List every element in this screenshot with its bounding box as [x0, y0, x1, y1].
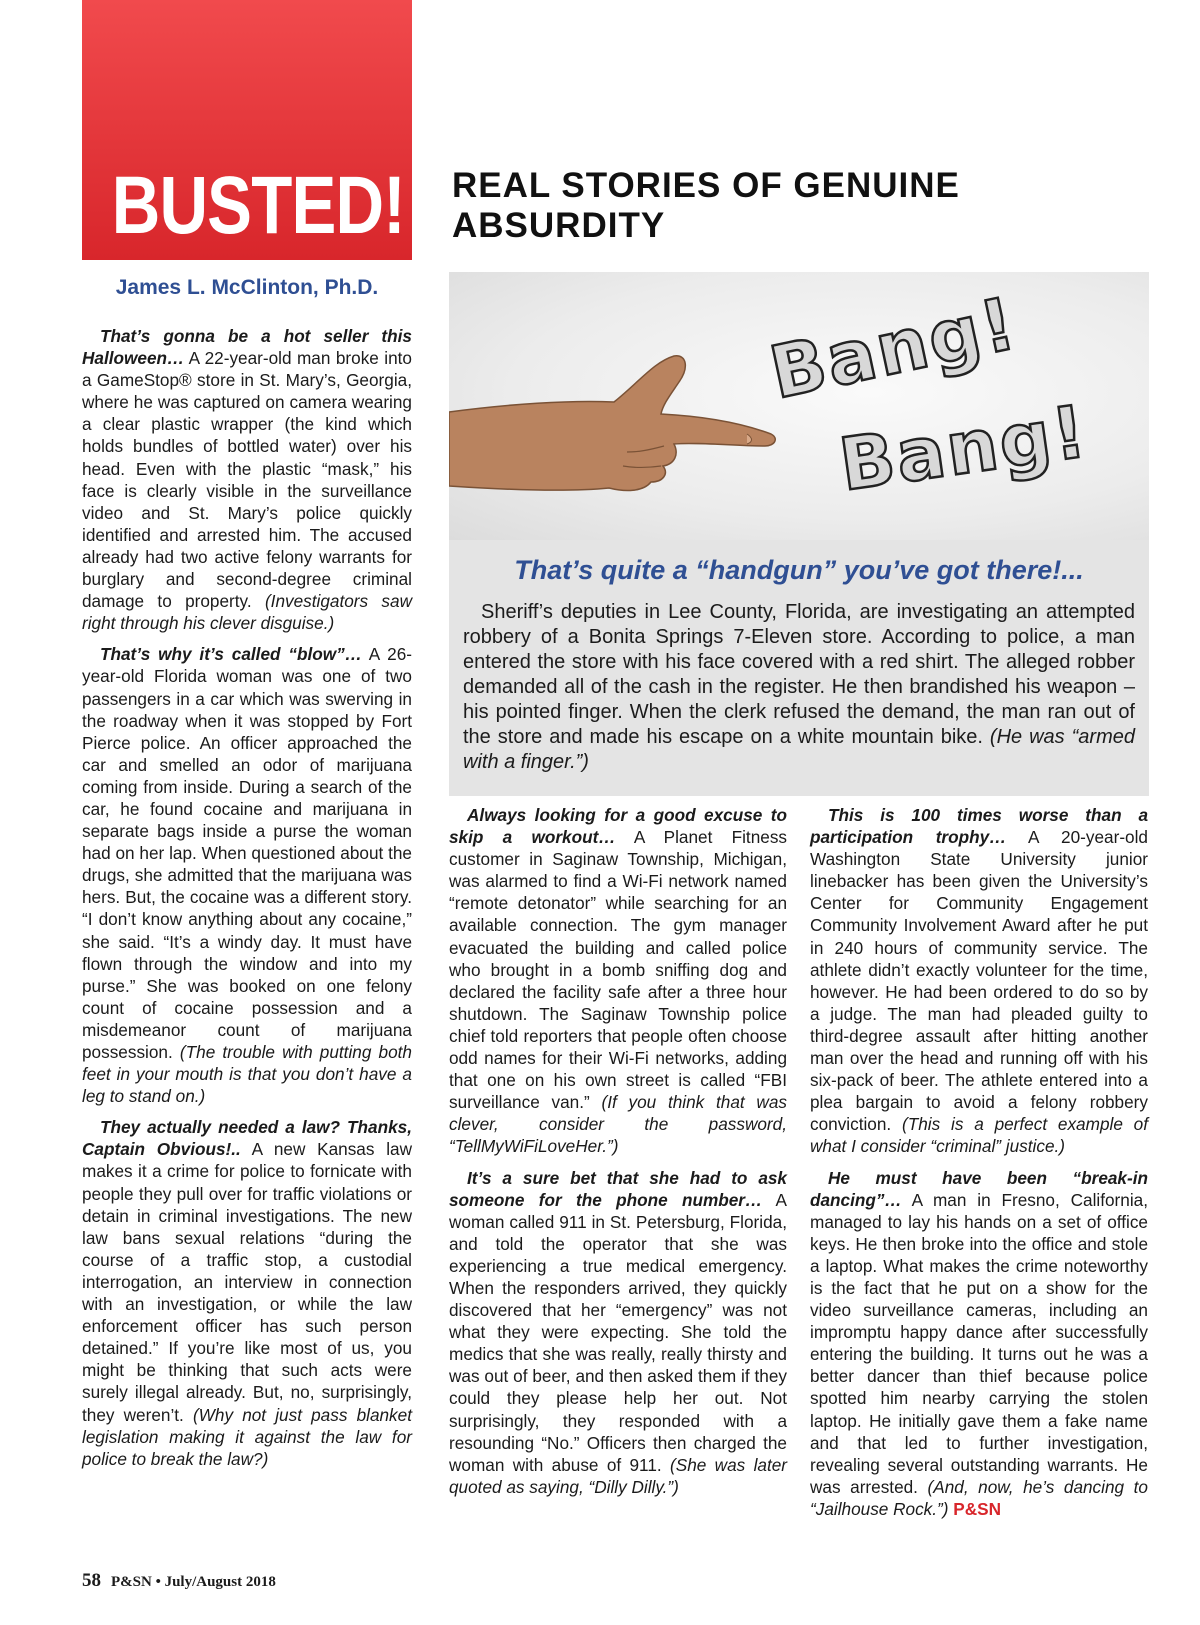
- page-footer: [82, 1570, 276, 1592]
- story-lead: That’s gonna be a hot seller this Halloween…: [82, 326, 412, 369]
- issue-label: P&SN • July/August 2018: [111, 1574, 276, 1590]
- story-quip: (Investigators saw right through his clever disguise.): [82, 591, 412, 634]
- author-byline: James L. McClinton, Ph.D.: [115, 276, 379, 299]
- feature-text: Sheriff’s deputies in Lee County, Florida, are investigating an attempted robbery of a Bonita Springs 7-Eleven store. According to police, a man entered the store with his face covered with a red shirt. The alleged robber demanded all of the cash in the register. He then brandished his weapon – his pointed finger. When the clerk refused the demand, the man ran out of the store and made his escape on a white mountain bike.: [463, 601, 1135, 748]
- story-paragraph: [82, 1116, 412, 1470]
- story-quip: (If you think that was clever, consider the password, “TellMyWiFiLoveHer.”): [449, 1092, 787, 1157]
- story-body: A 26-year-old Florida woman was one of two passengers in a car which was swerving in the roadway when it was stopped by Fort Pierce police. An officer approached the car and smelled an odor of marijuana coming from inside. During a search of the car, he found cocaine and marijuana in separate bags inside a purse the woman had on her lap. When questioned about the drugs, she admitted that the marijuana was hers. But, the cocaine was a different story. “I don’t know anything about any cocaine,” she said. “It’s a windy day. It must have flown through the window and into my purse.” She was booked on one felony count of cocaine possession and a misdemeanor count of marijuana possession.: [82, 644, 412, 1062]
- story-body: A woman called 911 in St. Petersburg, Florida, and told the operator that she was experiencing a true medical emergency. When the responders arrived, they quickly discovered that her “emergency” was not what they were expecting. She told the medics that she was really, really thirsty and was out of beer, and then asked them if they could they please help her out. Not surprisingly, they responded with a resounding “No.” Officers then charged the woman with abuse of 911.: [449, 1189, 787, 1475]
- story-quip: (This is a perfect example of what I consider “criminal” justice.): [810, 1114, 1149, 1157]
- feature-title: That’s quite a “handgun” you’ve got there!...: [514, 555, 1084, 585]
- bang-word-2: Bang!: [834, 389, 1093, 507]
- story-quip: (She was later quoted as saying, “Dilly Dilly.”): [449, 1454, 788, 1497]
- story-lead: That’s why it’s called “blow”…: [100, 644, 362, 665]
- story-paragraph: [449, 1167, 787, 1498]
- story-body: A Planet Fitness customer in Saginaw Township, Michigan, was alarmed to find a Wi-Fi network named “remote detonator” while searching for an available connection. The gym manager evacuated the building and called police who brought in a bomb sniffing dog and declared the facility safe after a three hour shutdown. The Saginaw Township police chief told reporters that people often choose odd names for their Wi-Fi networks, adding that one on his own street is called “FBI surveillance van.”: [449, 827, 788, 1113]
- feature-body: [463, 600, 1135, 775]
- pointing-hand-illustration: [449, 342, 779, 502]
- story-lead: He must have been “break-in dancing”…: [810, 1167, 1148, 1210]
- story-body: A man in Fresno, California, managed to lay his hands on a set of office keys. He then broke into the office and stole a laptop. What makes the crime noteworthy is the fact that he put on a show for the video surveillance cameras, including an impromptu happy dance after successfully entering the building. It turns out he was a better dancer than thief because police spotted him nearby carrying the stolen laptop. He initially gave them a fake name and that led to further investigation, revealing several outstanding warrants. He was arrested.: [810, 1189, 1148, 1497]
- story-quip: (The trouble with putting both feet in your mouth is that you don’t have a leg to stand on.): [82, 1042, 412, 1107]
- column-right: [810, 804, 1148, 1529]
- hand-gun-photo: [449, 272, 1149, 540]
- story-paragraph: [82, 643, 412, 1107]
- story-paragraph: [810, 804, 1148, 1158]
- story-body: A 22-year-old man broke into a GameStop® store in St. Mary’s, Georgia, where he was captured on camera wearing a clear plastic wrapper (the kind which holds bundles of bottled water) over his head. Even with the plastic “mask,” his face is clearly visible in the surveillance video and St. Mary’s police quickly identified and arrested him. The accused already had two active felony warrants for burglary and second-degree criminal damage to property.: [82, 348, 412, 612]
- story-body: A new Kansas law makes it a crime for police to fornicate with people they pull over for traffic violations or detain in criminal investigations. The new law bans sexual relations “during the course of a traffic stop, a custodial interrogation, an interview in connection with an investigation, or while the law enforcement officer has such person detained.” If you’re like most of us, you might be thinking that such acts were surely illegal already. But, no, surprisingly, they weren’t.: [82, 1139, 412, 1425]
- story-paragraph: [449, 804, 787, 1158]
- feature-quip: (He was “armed with a finger.”): [463, 726, 1135, 773]
- busted-banner: [82, 0, 412, 260]
- column-middle: [449, 804, 787, 1507]
- column-left: [82, 325, 412, 1479]
- page-number: 58: [82, 1570, 101, 1591]
- story-lead: It’s a sure bet that she had to ask someone for the phone number…: [449, 1167, 787, 1210]
- story-paragraph: [810, 1167, 1148, 1521]
- page-headline: REAL STORIES OF GENUINE ABSURDITY: [452, 166, 960, 245]
- end-mark: P&SN: [953, 1498, 1002, 1519]
- story-quip: (And, now, he’s dancing to “Jailhouse Rock.”): [810, 1476, 1148, 1519]
- feature-box: [449, 272, 1149, 796]
- story-lead: This is 100 times worse than a participation trophy…: [810, 805, 1148, 848]
- bang-word-1: Bang!: [762, 281, 1025, 415]
- story-paragraph: [82, 325, 412, 634]
- story-lead: They actually needed a law? Thanks, Captain Obvious!..: [82, 1117, 412, 1160]
- story-quip: (Why not just pass blanket legislation making it against the law for police to break the law?): [82, 1404, 412, 1469]
- story-lead: Always looking for a good excuse to skip a workout…: [449, 805, 787, 848]
- busted-title: BUSTED!: [111, 160, 405, 251]
- story-body: A 20-year-old Washington State University junior linebacker has been given the University’s Center for Community Engagement Community Involvement Award after he put in 240 hours of community service. The athlete didn’t exactly volunteer for the time, however. He had been ordered to do so by a judge. The man had pleaded guilty to third-degree assault after hitting another man over the head and running off with his six-pack of beer. The athlete entered into a plea bargain to avoid a felony robbery conviction.: [810, 827, 1148, 1135]
